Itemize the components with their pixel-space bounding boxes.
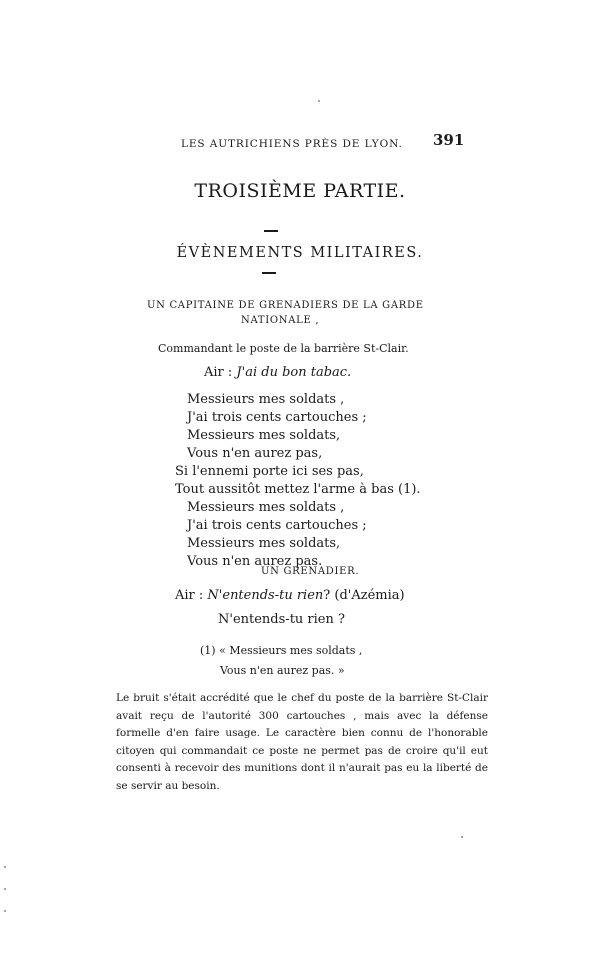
air-line-2 — [175, 588, 405, 603]
footnote-quote-line2: Vous n'en aurez pas. » — [220, 664, 345, 677]
print-speck — [318, 100, 320, 102]
section-title: ÉVÈNEMENTS MILITAIRES. — [176, 245, 424, 261]
verse-line: Messieurs mes soldats , — [187, 500, 345, 515]
verse-line: Vous n'en aurez pas, — [187, 446, 323, 461]
verse-line: Vous n'en aurez pas. — [187, 554, 323, 569]
air-title: N'entends-tu rien — [207, 588, 324, 603]
print-speck — [4, 910, 6, 912]
verse-line: Tout aussitôt mettez l'arme à bas (1). — [175, 482, 421, 497]
footnote-text: Le bruit s'était accrédité que le chef du poste de la barrière St-Clair avait reçu de l'autorité 300 cartouches , mais avec la défense formelle d'en faire usage. Le caractère bien connu de l'honorable citoyen qui commandait ce poste ne permet pas de croire qu'il eut consenti à recevoir des munitions dont il n'aurait pas eu la liberté de se servir au besoin. — [116, 692, 488, 792]
air-line — [204, 365, 351, 380]
speaker-heading-line1: UN CAPITAINE DE GRENADIERS DE LA GARDE — [147, 300, 424, 311]
air-title: J'ai du bon tabac. — [236, 365, 352, 380]
title-rule — [264, 230, 278, 232]
part-title: TROISIÈME PARTIE. — [194, 180, 406, 202]
air-label: Air : — [204, 365, 233, 380]
verse-line: Messieurs mes soldats, — [187, 428, 341, 443]
footnote-quote-line1 — [200, 644, 362, 657]
print-speck — [461, 836, 463, 838]
air-label: Air : — [175, 588, 204, 603]
verse-line: N'entends-tu rien ? — [218, 612, 345, 627]
print-speck — [4, 866, 6, 868]
running-head: LES AUTRICHIENS PRÈS DE LYON. — [181, 138, 403, 150]
speaker-heading-grenadier: UN GRENADIER. — [261, 566, 360, 577]
air-suffix: ? (d'Azémia) — [323, 588, 405, 603]
verse-line: Si l'ennemi porte ici ses pas, — [175, 464, 364, 479]
footnote-quote: « Messieurs mes soldats , — [219, 644, 363, 657]
page-number: 391 — [433, 131, 465, 149]
stage-direction: Commandant le poste de la barrière St-Clair. — [158, 342, 409, 355]
verse-line: Messieurs mes soldats, — [187, 536, 341, 551]
section-rule — [262, 272, 276, 274]
verse-line: J'ai trois cents cartouches ; — [187, 410, 367, 425]
verse-line: Messieurs mes soldats , — [187, 392, 345, 407]
print-speck — [4, 888, 6, 890]
verse-line: J'ai trois cents cartouches ; — [187, 518, 367, 533]
speaker-heading-line2: NATIONALE , — [241, 315, 320, 326]
footnote-marker: (1) — [200, 644, 216, 657]
